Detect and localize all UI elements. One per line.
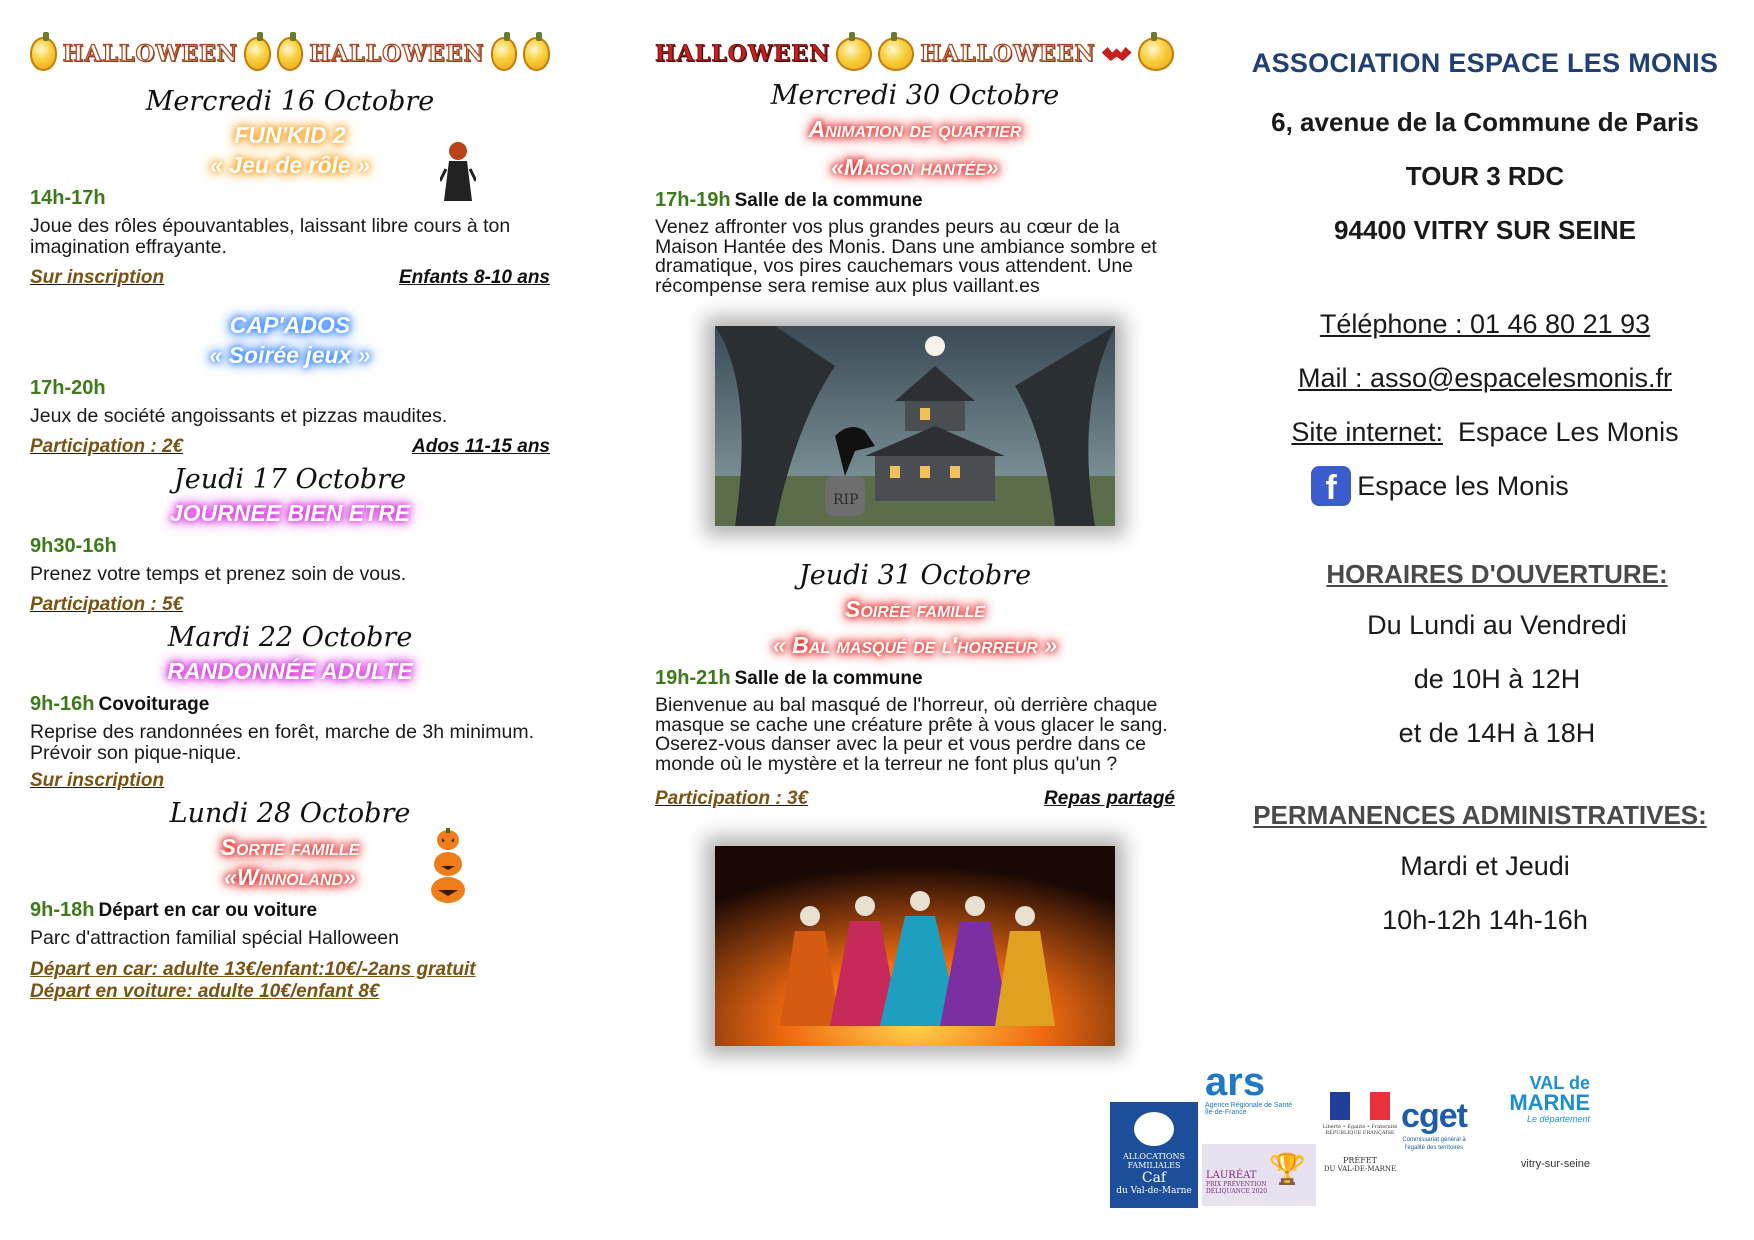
event-date: Mercredi 30 Octobre: [770, 80, 1060, 111]
event-title: CAP'ADOS: [229, 312, 351, 338]
hours-line: Du Lundi au Vendredi: [1367, 610, 1627, 640]
pumpkin-head-figure-icon: [440, 141, 476, 203]
event-bien-etre: [30, 464, 550, 616]
association-info-column: [1116, 0, 1740, 1196]
halloween-word: HALLOWEEN: [309, 41, 485, 67]
price-line: Départ en voiture: adulte 10€/enfant 8€: [30, 981, 380, 1002]
event-date: Jeudi 31 Octobre: [798, 560, 1032, 591]
republique-logo: Liberté • Égalité • Fraternité RÉPUBLIQUE FRANÇAISE PRÉFET DU VAL-DE-MARNE: [1322, 1092, 1398, 1202]
pumpkin-icon: [523, 37, 550, 71]
masked-ball-image: [715, 846, 1115, 1046]
hours-line: de 10H à 12H: [1413, 664, 1581, 694]
event-title: Animation de quartier: [808, 116, 1022, 142]
event-subtitle: «Maison hantée»: [831, 154, 999, 180]
halloween-word: HALLOWEEN: [920, 41, 1096, 67]
phone-link[interactable]: Téléphone : 01 46 80 21 93: [1319, 309, 1651, 339]
event-subtitle: «Winnoland»: [224, 864, 356, 890]
vitry-logo: vitry-sur-seine: [1520, 1158, 1590, 1170]
halloween-word: HALLOWEEN: [62, 41, 238, 67]
event-capados: [30, 311, 550, 458]
events-column-left: [30, 0, 550, 1003]
event-location: Salle de la commune: [734, 190, 923, 211]
halloween-word: HALLOWEEN: [655, 41, 831, 67]
event-funkid: [30, 86, 550, 289]
cget-logo: cget Commissariat général à l'égalité des territoires: [1401, 1097, 1467, 1151]
event-description: Venez affronter vos plus grandes peurs au cœur de la Maison Hantée des Monis. Dans une ambiance sombre et dramatique, vos pires cauchemars vous attendent. Une récompense sera remise aux plus vaillant.es: [655, 216, 1157, 297]
val-de-marne-logo: VAL de MARNE Le département: [1509, 1073, 1590, 1124]
event-location: Départ en car ou voiture: [98, 900, 318, 921]
pumpkin-icon: [277, 37, 304, 71]
event-bal-masque: [655, 560, 1175, 1046]
event-description: Parc d'attraction familial spécial Halloween: [30, 927, 399, 949]
price-line: Départ en car: adulte 13€/enfant:10€/-2ans gratuit: [30, 959, 476, 980]
participation-note: Participation : 2€: [30, 436, 184, 457]
event-description: Jeux de société angoissants et pizzas maudites.: [30, 405, 448, 427]
audience-note: Ados 11-15 ans: [412, 436, 550, 457]
event-location: Salle de la commune: [734, 668, 923, 689]
pumpkin-stack-icon: [428, 828, 468, 904]
pumpkin-icon: [491, 37, 518, 71]
event-time: 9h-18h: [30, 899, 95, 921]
meal-note: Repas partagé: [1044, 788, 1175, 809]
halloween-banner: [655, 28, 1175, 80]
permanences-title: PERMANENCES ADMINISTRATIVES:: [1253, 800, 1707, 830]
pumpkin-icon: [836, 37, 872, 71]
event-time: 19h-21h: [655, 667, 731, 689]
event-title: RANDONNÉE ADULTE: [167, 658, 413, 684]
event-time: 14h-17h: [30, 187, 106, 209]
event-date: Mercredi 16 Octobre: [145, 86, 435, 117]
events-column-middle: [655, 0, 1175, 1046]
halloween-banner: [30, 28, 550, 80]
bat-icon: [1102, 47, 1132, 61]
partner-logos: [1110, 1062, 1740, 1212]
event-time: 9h-16h: [30, 693, 95, 715]
ars-logo: ars Agence Régionale de Santé Île-de-France: [1205, 1060, 1293, 1116]
pumpkin-icon: [244, 37, 271, 71]
laureat-badge: LAURÉAT PRIX PRÉVENTION DÉLIQUANCE 2020 🏆: [1202, 1144, 1316, 1206]
pumpkin-icon: [1138, 37, 1174, 71]
event-date: Mardi 22 Octobre: [167, 622, 413, 653]
registration-note: Sur inscription: [30, 770, 165, 791]
event-time: 17h-20h: [30, 377, 106, 399]
svg-text:RIP: RIP: [833, 492, 859, 508]
opening-hours-title: HORAIRES D'OUVERTURE:: [1326, 559, 1668, 589]
event-description: Reprise des randonnées en forêt, marche de 3h minimum. Prévoir son pique-nique.: [30, 721, 535, 764]
address-line: 6, avenue de la Commune de Paris: [1271, 107, 1699, 137]
event-description: Joue des rôles épouvantables, laissant libre cours à ton imagination effrayante.: [30, 215, 511, 258]
event-randonnee: [30, 622, 550, 792]
event-date: Jeudi 17 Octobre: [173, 464, 407, 495]
hours-line: et de 14H à 18H: [1398, 718, 1596, 748]
trophy-icon: 🏆: [1268, 1152, 1306, 1187]
mail-link[interactable]: Mail : asso@espacelesmonis.fr: [1297, 363, 1673, 393]
haunted-house-image: [715, 326, 1115, 526]
event-description: Prenez votre temps et prenez soin de vous.: [30, 563, 407, 585]
event-date: Lundi 28 Octobre: [169, 798, 411, 829]
permanence-line: 10h-12h 14h-16h: [1382, 905, 1588, 935]
pumpkin-icon: [30, 37, 57, 71]
address-line: TOUR 3 RDC: [1405, 161, 1565, 191]
participation-note: Participation : 3€: [655, 788, 809, 809]
pumpkin-icon: [878, 37, 914, 71]
event-subtitle: « Soirée jeux »: [209, 342, 371, 368]
facebook-icon[interactable]: f: [1311, 466, 1351, 506]
event-title: FUN'KID 2: [234, 122, 346, 148]
event-description: Bienvenue au bal masqué de l'horreur, où derrière chaque masque se cache une créature prête à vous glacer le sang. Oserez-vous danser avec la peur et vous perdre dans ce monde où le mystère et la terreur ne font plus qu'un ?: [655, 694, 1168, 775]
event-title: Sortie famille: [220, 834, 360, 860]
association-name: ASSOCIATION ESPACE LES MONIS: [1251, 48, 1719, 78]
registration-note: Sur inscription: [30, 267, 165, 288]
facebook-link[interactable]: Espace les Monis: [1357, 471, 1569, 501]
event-location: Covoiturage: [98, 694, 210, 715]
event-title: Soirée famille: [845, 596, 985, 622]
event-time: 9h30-16h: [30, 535, 117, 557]
website-link[interactable]: Espace Les Monis: [1457, 417, 1679, 447]
participation-note: Participation : 5€: [30, 594, 184, 615]
event-maison-hantee: [655, 80, 1175, 526]
event-title: JOURNEE BIEN ETRE: [169, 500, 411, 526]
event-subtitle: « Bal masqué de l'horreur »: [772, 632, 1058, 658]
address-line: 94400 VITRY SUR SEINE: [1333, 215, 1637, 245]
permanence-line: Mardi et Jeudi: [1400, 851, 1570, 881]
event-subtitle: « Jeu de rôle »: [210, 152, 370, 178]
event-time: 17h-19h: [655, 189, 731, 211]
event-sortie-famille: [30, 798, 550, 1003]
audience-note: Enfants 8-10 ans: [399, 267, 550, 288]
caf-logo: ALLOCATIONS FAMILIALES Caf du Val-de-Marne: [1110, 1102, 1198, 1208]
website-label: Site internet:: [1291, 417, 1443, 447]
